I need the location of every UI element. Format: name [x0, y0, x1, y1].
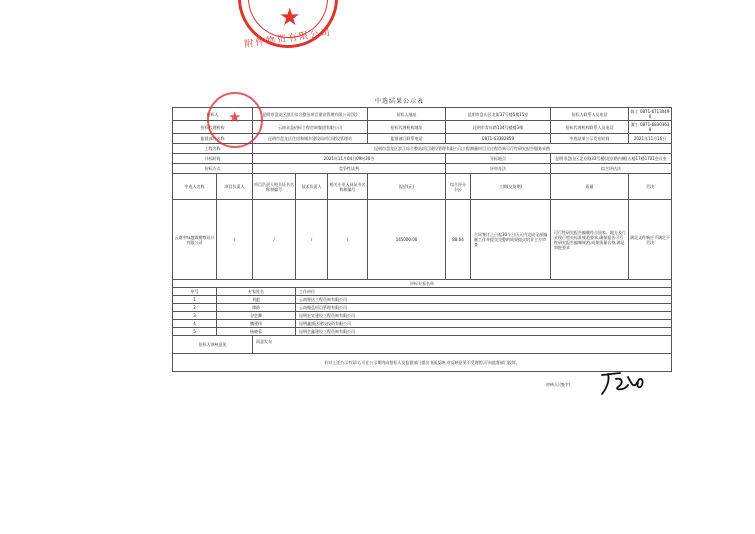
bid-cell-price: 145000.00 — [368, 200, 446, 280]
cell-value: 陈工 0871-67130490 — [629, 108, 672, 121]
member-no: 3 — [173, 312, 217, 320]
open-time-label: 开标时间 — [173, 154, 253, 164]
seal-star-icon: ★ — [228, 108, 242, 126]
committee-title-row — [173, 280, 672, 288]
committee-col-name: 专家姓名 — [217, 288, 296, 296]
bid-header-row — [173, 174, 672, 200]
member-no: 4 — [173, 320, 217, 328]
project-name-label: 工程名称 — [173, 144, 253, 154]
cell-label: 招标代理机构联系人及电话 — [551, 121, 629, 134]
bid-header-cell: 中选人名称 — [173, 174, 217, 200]
bid-header-cell: 项目负责人 — [217, 174, 253, 200]
committee-row — [173, 320, 672, 328]
bid-header-cell: 综合评分(分) — [446, 174, 471, 200]
method-value: 竞争性谈判 — [253, 164, 446, 174]
method-row — [173, 164, 672, 174]
seal-text: 附件物资有限公司 — [243, 27, 333, 51]
cell-value: 昆明市盘龙区滨江综合整治项目建设管理有限公司(发) — [253, 108, 368, 121]
bid-header-cell: 质量 — [551, 174, 629, 200]
member-name: 杨晓蓉 — [217, 328, 296, 336]
cell-label: 中选结果公示发布时间 — [551, 134, 629, 144]
bid-header-cell: 项目负责人相关证书名称和编号 — [253, 174, 296, 200]
member-name: 谷会卿 — [217, 312, 296, 320]
cell-label: 招标人联系人及电话 — [551, 108, 629, 121]
bid-cell: / — [296, 200, 328, 280]
committee-row — [173, 304, 672, 312]
cell-value: 谭工 0871-68303638 — [629, 121, 672, 134]
bid-header-cell: 报价(元) — [368, 174, 446, 200]
member-unit: 昆明宏实建设工程咨询有限公司 — [296, 312, 672, 320]
bid-cell-veto: 满足文件响应不满足不否决 — [629, 200, 672, 280]
cell-label: 招标人地址 — [368, 108, 446, 121]
cell-label: 招标代理机构地址 — [368, 121, 446, 134]
committee-row — [173, 296, 672, 304]
open-place-label: 开标地点 — [446, 154, 551, 164]
eval-label: 评审办法 — [446, 164, 551, 174]
committee-row — [173, 312, 672, 320]
member-unit: 云南翰弘项目管理有限公司 — [296, 304, 672, 312]
cell-value: 0871-63382859 — [446, 134, 551, 144]
bid-cell: / — [253, 200, 296, 280]
cell-value: 昆明市盘龙区住房和城乡建设局项目建设管理站 — [253, 134, 368, 144]
committee-header-row — [173, 288, 672, 296]
bid-cell: / — [328, 200, 368, 280]
cell-value: 2021年11月16日 — [629, 134, 672, 144]
bid-cell-quality: 可行性研究报告编制符合国家、地方及行业现行相关标准规范要求,确保报告可行性研究报告编制规范,成果质量合格,满足审批要求 — [551, 200, 629, 280]
cell-label: 招标代理机构 — [173, 121, 253, 134]
member-no: 2 — [173, 304, 217, 312]
footnote-row — [173, 354, 672, 372]
signer-label: 审核人:(签字) — [546, 382, 571, 387]
bid-header-cell: 技术负责人 — [296, 174, 328, 200]
eval-value: 综合评估法 — [551, 164, 672, 174]
document-title: 中选结果公示表 — [375, 98, 425, 105]
member-name: 刘彪 — [217, 296, 296, 304]
cell-label: 监督部门名称 — [173, 134, 253, 144]
member-unit: 昆明鑫盛达建设投资有限公司 — [296, 320, 672, 328]
tenderer-seal — [207, 92, 263, 148]
open-place-value: 昆明市盘山区北京路33号楼(北京路内侧)五楼17楼1701会议室 — [551, 154, 672, 164]
footnote: 若对上述公示有异议,可在公示期内向招标人及监督部门提出书面反映,对反映意见不受理的,可向监督部门投诉。 — [173, 354, 672, 372]
bid-header-cell: 工期(交货期) — [471, 174, 551, 200]
approval-opinion: 同意发布 — [253, 336, 672, 354]
member-no: 1 — [173, 296, 217, 304]
member-unit: 云南智达工程咨询有限公司 — [296, 296, 672, 304]
committee-title: 评标专家名单 — [173, 280, 672, 288]
handwritten-signature — [598, 367, 648, 397]
bid-cell-winner: 云南中咏越霖勘察设计有限公司 — [173, 200, 217, 280]
cell-value: 云南众益招标工程咨询集团有限公司 — [253, 121, 368, 134]
bid-cell-duration: 合同签订之日起30个日历天内完成全部编制工作并提交完整的成果提交给业主方审查 — [471, 200, 551, 280]
method-label: 招标方式 — [173, 164, 253, 174]
cell-label: 监督部门联系电话 — [368, 134, 446, 144]
committee-col-no: 序号 — [173, 288, 217, 296]
bid-cell-score: 88.64 — [446, 200, 471, 280]
approval-label: 招标人审核意见 — [173, 336, 253, 354]
bid-header-cell: 相关专业人员证书名称和编号 — [328, 174, 368, 200]
approval-row — [173, 336, 672, 354]
top-company-seal — [238, 0, 338, 51]
committee-row — [173, 328, 672, 336]
member-name: 魏建伟 — [217, 320, 296, 328]
project-name-value: 昆明市盘龙区滨江综合整治项目建设管理有限公司工程测量项目全过程咨询可行性研究报告服务采购 — [253, 144, 672, 154]
bid-cell: / — [217, 200, 253, 280]
member-name: 谭昉 — [217, 304, 296, 312]
bid-row — [173, 200, 672, 280]
open-time-value: 2021年11月04日09时30分 — [253, 154, 446, 164]
result-table — [172, 107, 672, 372]
member-no: 5 — [173, 328, 217, 336]
cell-value: 昆明市盘山区北街37号楼5楼15室 — [446, 108, 551, 121]
open-time-row — [173, 154, 672, 164]
seal-star-icon: ★ — [279, 3, 301, 31]
committee-col-unit: 工作单位 — [296, 288, 672, 296]
bid-header-cell: 否决 — [629, 174, 672, 200]
member-unit: 昆明会鑫建设工程咨询有限公司 — [296, 328, 672, 336]
cell-label: 招标人 — [173, 108, 253, 121]
cell-value: 昆明市青年路134号楼楼3楼 — [446, 121, 551, 134]
